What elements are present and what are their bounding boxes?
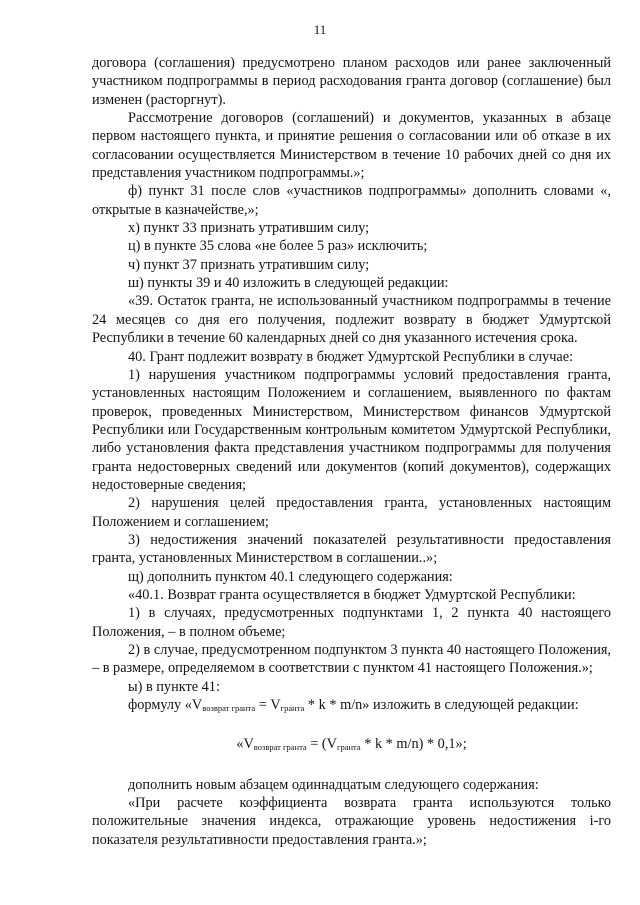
paragraph: «39. Остаток гранта, не использованный участником подпрограммы в течение 24 месяцев со дня его получения, подлежит возврату в бюджет Удмуртской Республики в течение 60 календарных дней со дня указанного истечения срока. — [92, 293, 611, 347]
paragraph: договора (соглашения) предусмотрено планом расходов или ранее заключенный участником подпрограммы в период расходования гранта договор (соглашение) был изменен (расторгнут). — [92, 55, 611, 108]
formula-centered-mid: = (V — [306, 736, 337, 753]
page-number: 11 — [313, 22, 327, 37]
formula-centered-suffix: * k * m/n) * 0,1»; — [360, 736, 467, 753]
formula-instruction — [92, 696, 611, 717]
formula-instruction-mid: = V — [255, 697, 281, 714]
paragraph: ф) пункт 31 после слов «участников подпрограммы» дополнить словами «, открытые в казначействе,»; — [92, 183, 611, 218]
paragraph: 3) недостижения значений показателей результативности предоставления гранта, установленных Министерством в соглашении..»; — [92, 531, 611, 567]
formula-instruction-subscript-1: возврат гранта — [202, 703, 256, 714]
paragraph: х) пункт 33 признать утратившим силу; — [128, 220, 370, 237]
document-body — [92, 54, 611, 849]
formula-instruction-subscript-2: гранта — [280, 703, 305, 714]
paragraph: «40.1. Возврат гранта осуществляется в бюджет Удмуртской Республики: — [128, 586, 576, 603]
paragraph: 2) нарушения целей предоставления гранта, установленных настоящим Положением и соглашением; — [92, 495, 611, 530]
paragraph: 1) в случаях, предусмотренных подпунктами 1, 2 пункта 40 настоящего Положения, – в полном объеме; — [92, 605, 611, 640]
paragraph: 2) в случае, предусмотренном подпунктом 3 пункта 40 настоящего Положения, – в размере, определяемом в соответствии с пунктом 41 настоящего Положения.»; — [92, 642, 611, 677]
paragraph: ч) пункт 37 признать утратившим силу; — [128, 256, 370, 273]
formula-centered-subscript-2: гранта — [336, 742, 361, 753]
paragraph: щ) дополнить пунктом 40.1 следующего содержания: — [128, 568, 453, 585]
paragraph: ы) в пункте 41: — [128, 678, 220, 695]
paragraphs-after — [92, 776, 611, 849]
formula-instruction-prefix: формулу «V — [128, 697, 203, 714]
paragraph: ш) пункты 39 и 40 изложить в следующей редакции: — [128, 275, 449, 292]
paragraph: дополнить новым абзацем одиннадцатым следующего содержания: — [128, 776, 539, 793]
formula-instruction-suffix: * k * m/n» изложить в следующей редакции: — [304, 697, 579, 714]
paragraphs-before — [92, 54, 611, 696]
paragraph: 1) нарушения участником подпрограммы условий предоставления гранта, установленных настоящим Положением и соглашением, выявленного по фактам проверок, проведенных Министерством, Министерством финансов Удмуртской Республики или Государственным контрольным комитетом Удмуртской Республики, либо установления факта представления участником подпрограммы для получения гранта недостоверных сведений или документов (копий документов), содержащих недостоверные сведения; — [92, 366, 611, 493]
paragraph: «При расчете коэффициента возврата гранта используются только положительные значения индекса, отражающие уровень недостижения i-го показателя результативности предоставления гранта.»; — [92, 795, 611, 848]
formula-centered-subscript-1: возврат гранта — [253, 742, 307, 753]
formula-centered — [92, 735, 611, 756]
paragraph: 40. Грант подлежит возврату в бюджет Удмуртской Республики в случае: — [128, 348, 574, 365]
paragraph: Рассмотрение договоров (соглашений) и документов, указанных в абзаце первом настоящего пункта, и принятие решения о согласовании или об отказе в их согласовании осуществляется Министерством в течение 10 рабочих дней со дня их представления участником подпрограммы.»; — [92, 110, 611, 182]
paragraph: ц) в пункте 35 слова «не более 5 раз» исключить; — [128, 238, 428, 255]
formula-centered-prefix: «V — [236, 736, 254, 753]
